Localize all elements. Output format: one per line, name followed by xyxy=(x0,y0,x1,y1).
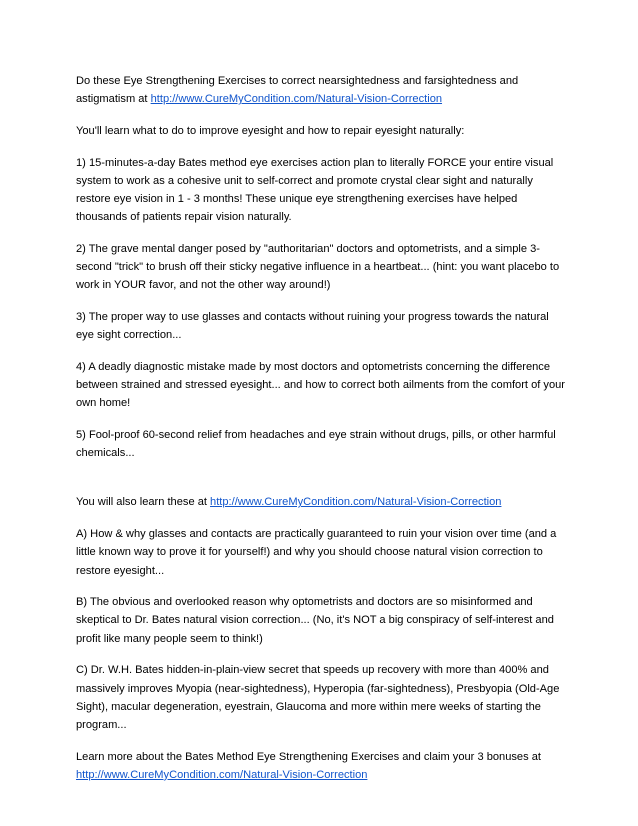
also-learn-text: You will also learn these at xyxy=(76,496,211,509)
learn-heading: You'll learn what to do to improve eyesight and how to repair eyesight naturally: xyxy=(76,124,465,137)
numbered-item-5: 5) Fool-proof 60-second relief from headaches and eye strain without drugs, pills, or other harmful chemicals... xyxy=(76,429,556,460)
lettered-item-c: C) Dr. W.H. Bates hidden-in-plain-view secret that speeds up recovery with more than 400% and massively improves Myopia (near-sightedness), Hyperopia (far-sightedness), Presbyopia (Old-Age Sight), macular degeneration, eyestrain, Glaucoma and more within mere weeks of starting the program... xyxy=(76,664,560,731)
closing-text: Learn more about the Bates Method Eye Strengthening Exercises and claim your 3 bonuses at xyxy=(76,750,541,763)
intro-text: Do these Eye Strengthening Exercises to correct nearsightedness and farsightedness and astigmatism at xyxy=(76,75,519,106)
intro-paragraph xyxy=(76,72,568,108)
numbered-item-1: 1) 15-minutes-a-day Bates method eye exercises action plan to literally FORCE your entire visual system to work as a cohesive unit to self-correct and promote crystal clear sight and naturally restore eye vision in 1 - 3 months! These unique eye strengthening exercises have helped thousands of patients repair vision naturally. xyxy=(76,156,554,224)
lettered-item-a: A) How & why glasses and contacts are practically guaranteed to ruin your vision over time (and a little known way to prove it for yourself!) and why you should choose natural vision correction to restore eyesight... xyxy=(76,528,557,577)
closing-paragraph xyxy=(76,748,568,784)
numbered-item-4: 4) A deadly diagnostic mistake made by most doctors and optometrists concerning the difference between strained and stressed eyesight... and how to correct both ailments from the comfort of your own home! xyxy=(76,360,565,410)
closing-link[interactable]: http://www.CureMyCondition.com/Natural-Vision-Correction xyxy=(76,768,368,781)
numbered-item-3: 3) The proper way to use glasses and contacts without ruining your progress towards the natural eye sight correction... xyxy=(76,311,549,342)
lettered-item-b: B) The obvious and overlooked reason why optometrists and doctors are so misinformed and skeptical to Dr. Bates natural vision correction... (No, it's NOT a big conspiracy of self-interest and profit like many people seem to think!) xyxy=(76,596,554,645)
also-learn-link[interactable]: http://www.CureMyCondition.com/Natural-Vision-Correction xyxy=(210,496,502,509)
also-learn-paragraph xyxy=(76,493,568,511)
intro-link[interactable]: http://www.CureMyCondition.com/Natural-Vision-Correction xyxy=(150,93,443,106)
numbered-item-2: 2) The grave mental danger posed by "authoritarian" doctors and optometrists, and a simple 3-second "trick" to brush off their sticky negative influence in a heartbeat... (hint: you want placebo to work in YOUR favor, and not the other way around!) xyxy=(76,242,560,292)
